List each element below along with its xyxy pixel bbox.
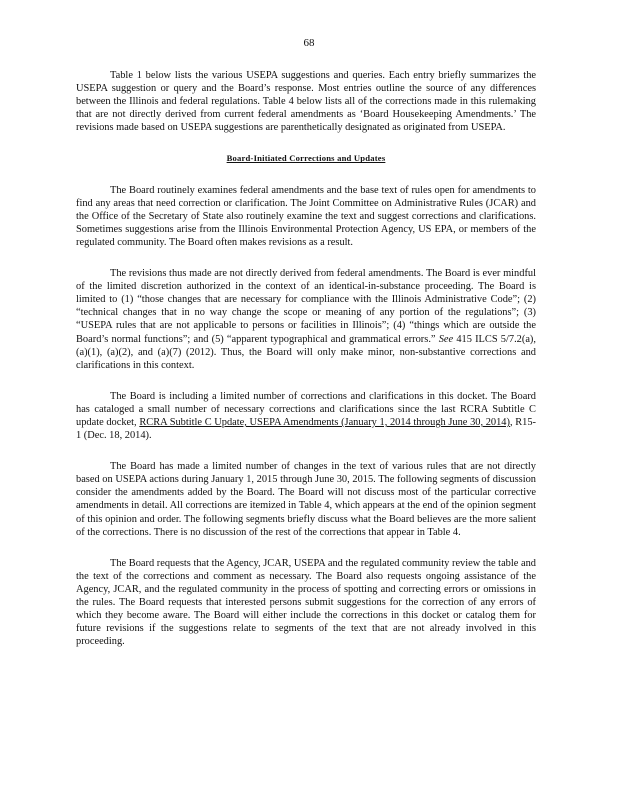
docket-citation: RCRA Subtitle C Update, USEPA Amendments (January 1, 2014 through June 30, 2014) [139, 416, 510, 428]
paragraph-text: The Board is including a limited number of corrections and clarifications in this docket. The Board has cataloged a small number of necessary corrections and clarifications since the last RCRA Subtitle C update docket, [76, 390, 536, 428]
paragraph-limited-discretion [76, 267, 536, 372]
paragraph-corrections-cataloged [76, 390, 536, 442]
paragraph-text: The revisions thus made are not directly derived from federal amendments. The Board is ever mindful of the limited discretion authorized in the context of an identical-in-substance proceeding. The Board is limited to (1) “those changes that are necessary for compliance with the Illinois Administrative Code”; (2) “technical changes that in no way change the scope or meaning of any portion of the regulations”; (3) “USEPA rules that are not applicable to persons or facilities in Illinois”; (4) “things which are outside the Board’s normal functions”; and (5) “apparent typographical and grammatical errors.” [76, 268, 536, 345]
paragraph-request-review: The Board requests that the Agency, JCAR, USEPA and the regulated community review the table and the text of the corrections and comment as necessary. The Board also requests ongoing assistance of the Agency, JCAR, and the regulated community in the process of spotting and correcting errors or omissions in the rules. The Board requests that interested persons submit suggestions for the correction of any errors of which they become aware. The Board will either include the corrections in this docket or catalog them for future revisions if the suggestions relate to segments of the text that are not already involved in this proceeding. [76, 557, 536, 648]
paragraph-board-routine-review: The Board routinely examines federal amendments and the base text of rules open for amendments to find any areas that need correction or clarification. The Joint Committee on Administrative Rules (JCAR) and the Office of the Secretary of State also routinely examine the text and suggest corrections and clarifications. Sometimes suggestions arise from the Illinois Environmental Protection Agency, US EPA, or members of the regulated community. The Board often makes revisions as a result. [76, 184, 536, 248]
intro-paragraph: Table 1 below lists the various USEPA suggestions and queries. Each entry briefly summarizes the USEPA suggestion or query and the Board’s response. Most entries outline the source of any differences between the Illinois and federal regulations. Table 4 below lists all of the corrections made in this rulemaking that are not directly derived from current federal amendments as ‘Board Housekeeping Amendments.’ The revisions made based on USEPA suggestions are parenthetically designated as originated from USEPA. [76, 70, 536, 134]
page-number: 68 [303, 37, 315, 49]
docket-number: , R15-1 (Dec. 18, 2014). [76, 416, 537, 442]
page-body [76, 69, 536, 666]
paragraph-changes-table-4: The Board has made a limited number of changes in the text of various rules that are not directly based on USEPA actions during January 1, 2015 through June 30, 2015. The following segments of discussion consider the amendments added by the Board. The Board will not discuss most of the particular corrective amendments in detail. All corrections are itemized in Table 4, which appears at the end of the opinion segment of this opinion and order. The following segments briefly discuss what the Board believes are the more salient of the corrections. There is no discussion of the rest of the corrections that appear in Table 4. [76, 461, 536, 538]
section-heading: Board-Initiated Corrections and Updates [226, 153, 386, 164]
statutory-citation: 415 ILCS 5/7.2(a), (a)(1), (a)(2), and (a)(7) (2012). Thus, the Board will only make minor, non-substantive corrections and clarifications in this context. [76, 333, 536, 371]
see-signal: See [438, 333, 454, 345]
